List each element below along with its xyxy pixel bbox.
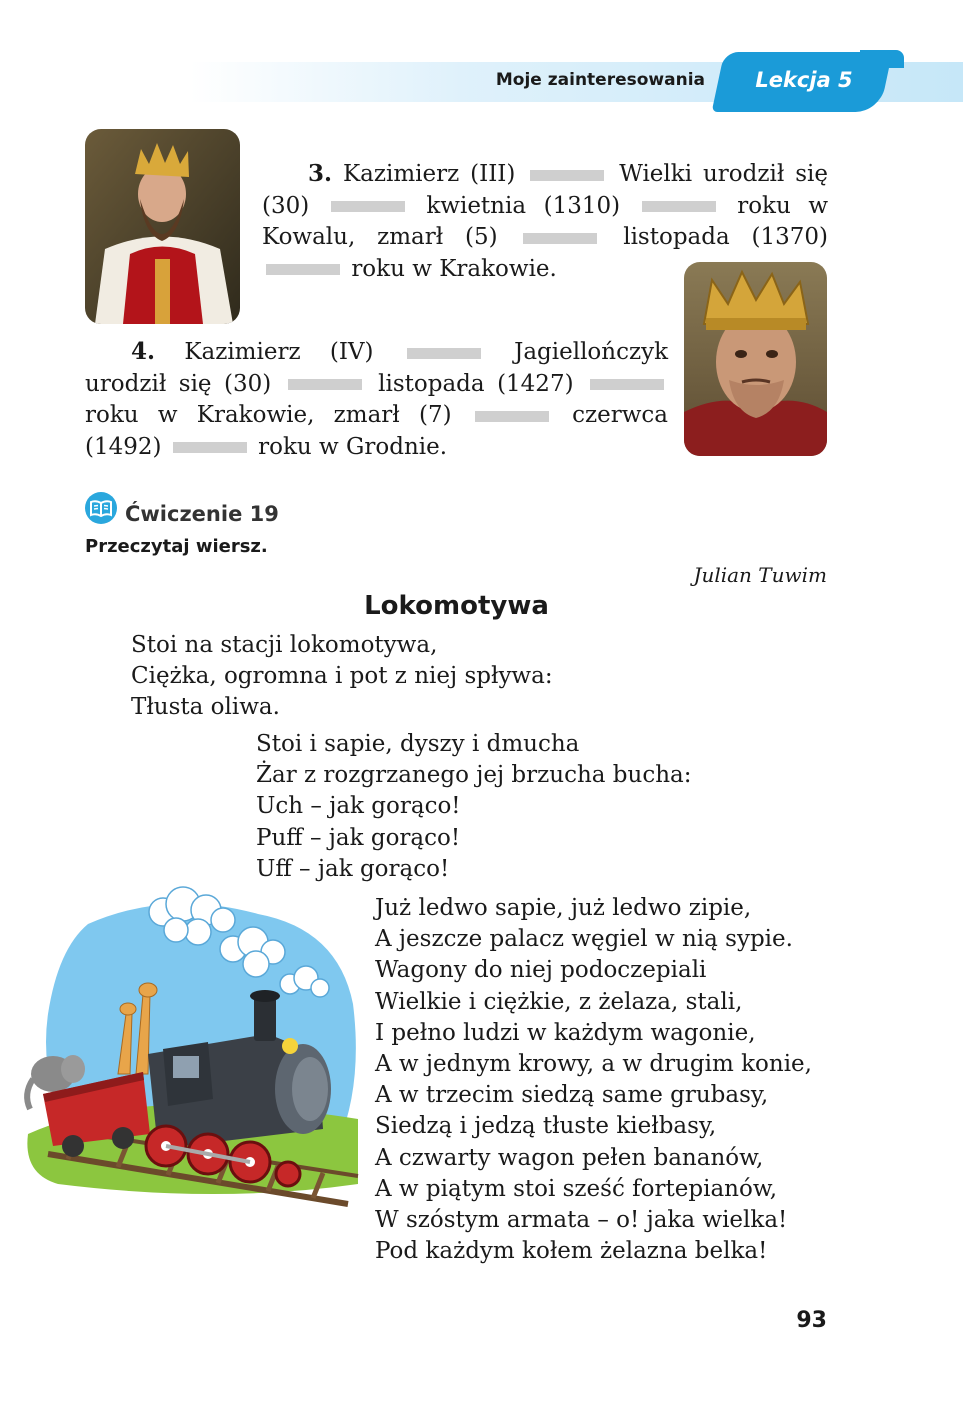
blank-gap[interactable] [173,442,247,453]
paragraph-3-text-2: Wielki urodził się (30) [262,161,829,219]
paragraph-3-text-6: roku w Krakowie. [351,255,557,282]
paragraph-3-text-1: Kazimierz (III) [342,161,516,187]
poem-line: A czwarty wagon pełen bananów, [375,1144,764,1171]
poem-stanza-3 [375,893,812,1267]
poem-line: Wielkie i ciężkie, z żelaza, stali, [375,988,743,1015]
blank-gap[interactable] [590,379,664,390]
poem-line: A w piątym stoi sześć fortepianów, [375,1175,778,1202]
paragraph-3-text-5: listopada (1370) [623,224,828,250]
blank-gap[interactable] [475,411,549,422]
paragraph-4-text-3: listopada (1427) [378,370,574,397]
poem-title: Lokomotywa [364,591,549,621]
blank-gap[interactable] [407,348,481,359]
poem-author: Julian Tuwim [693,563,827,587]
exercise-instruction: Przeczytaj wiersz. [85,536,268,557]
portrait-kazimierz-iii [85,129,240,324]
poem-line: Siedzą i jedzą tłuste kiełbasy, [375,1113,717,1140]
page-number: 93 [796,1308,827,1333]
poem-line: Stoi na stacji lokomotywa, [131,632,438,658]
book-icon [85,492,117,524]
paragraph-4-number: 4. [131,338,156,365]
header-section-title: Moje zainteresowania [495,70,705,90]
portrait-kazimierz-iv [684,262,827,456]
poem-line: Stoi i sapie, dyszy i dmucha [256,731,580,757]
blank-gap[interactable] [642,201,716,212]
poem-line: Uff – jak gorąco! [256,855,450,882]
poem-line: Puff – jak gorąco! [256,824,461,851]
paragraph-4-text-2: Jagiellończyk urodził się (30) [85,339,669,397]
poem-line: Tłusta oliwa. [131,694,280,721]
poem-line: Już ledwo sapie, już ledwo zipie, [375,895,752,921]
poem-line: W szóstym armata – o! jaka wielka! [375,1207,788,1234]
poem-line: Żar z rozgrzanego jej brzucha bucha: [256,762,692,789]
poem-line: Wagony do niej podoczepiali [375,957,707,984]
poem-line: Uch – jak gorąco! [256,793,461,820]
blank-gap[interactable] [523,233,597,244]
poem-stanza-2 [256,729,691,885]
poem-line: A w jednym krowy, a w drugim konie, [375,1051,812,1078]
paragraph-4-text-1: Kazimierz (IV) [184,339,374,365]
paragraph-3-number: 3. [308,160,333,187]
lesson-label: Lekcja 5 [755,68,853,92]
paragraph-4-text-6: roku w Grodnie. [258,433,448,460]
poem-line: A jeszcze palacz węgiel w nią sypie. [375,926,793,953]
poem-line: A w trzecim siedzą same grubasy, [375,1082,769,1109]
paragraph-4-text-5: czerwca (1492) [85,402,669,460]
paragraph-4 [85,336,668,463]
poem-stanza-1 [131,630,553,724]
poem-line: Pod każdym kołem żelazna belka! [375,1238,768,1265]
blank-gap[interactable] [331,201,405,212]
locomotive-illustration [18,884,363,1233]
paragraph-4-text-4: roku w Krakowie, zmarł (7) [85,402,452,428]
paragraph-3-text-4: roku w Kowalu, zmarł (5) [262,192,829,250]
exercise-title: Ćwiczenie 19 [125,502,279,526]
paragraph-3-text-3: kwietnia (1310) [426,192,621,219]
blank-gap[interactable] [530,170,604,181]
blank-gap[interactable] [288,379,362,390]
poem-line: I pełno ludzi w każdym wagonie, [375,1019,756,1046]
blank-gap[interactable] [266,264,340,275]
poem-line: Ciężka, ogromna i pot z niej spływa: [131,663,553,690]
